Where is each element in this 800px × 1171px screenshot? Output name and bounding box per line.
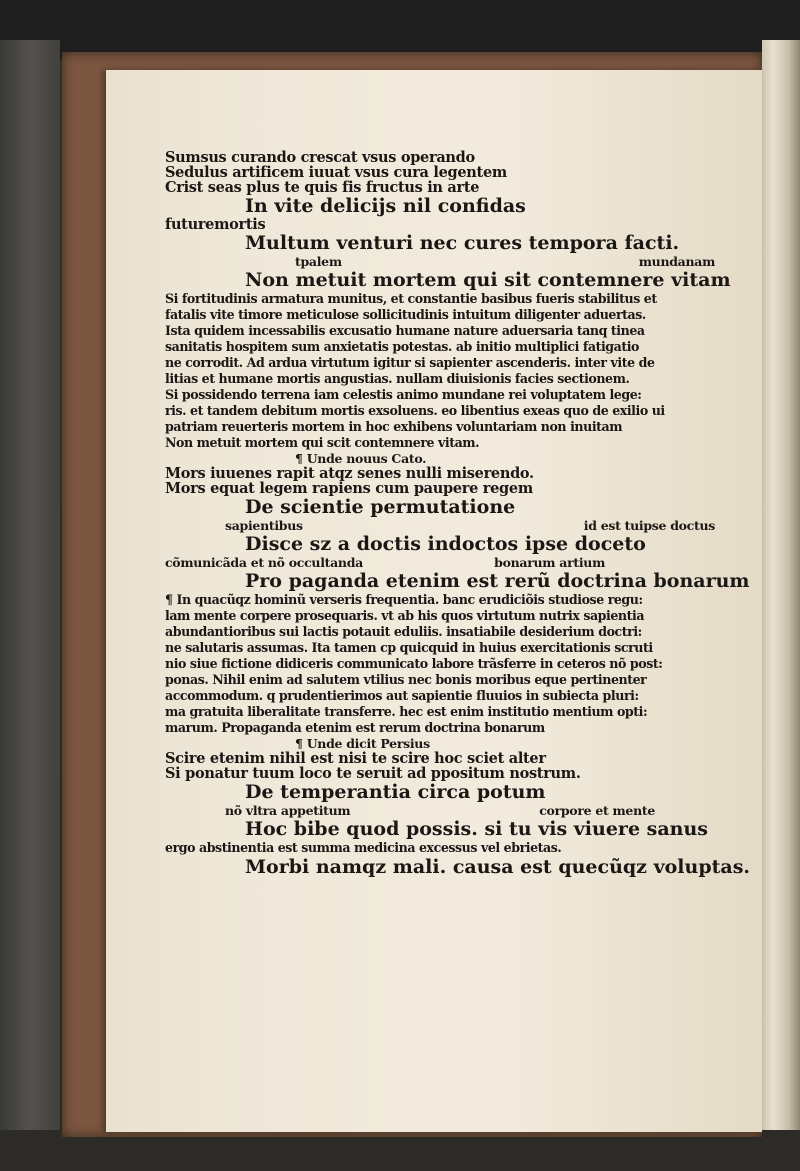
verse-line: Si ponatur tuum loco te seruit ad ppositum nostrum.	[165, 766, 581, 781]
prose-line: Ista quidem incessabilis excusatio humane nature aduersaria tanq tinea	[165, 323, 645, 338]
verse-line: Sumsus curando crescat vsus operando	[165, 150, 475, 165]
heading-line: Multum venturi nec cures tempora facti.	[245, 232, 680, 254]
gloss-line	[165, 803, 755, 818]
gloss-sapientibus: sapientibus	[225, 518, 303, 533]
gloss-bonarum: bonarum artium	[494, 555, 605, 570]
text-group-opening	[165, 150, 755, 254]
prose-line: patriam reuerteris mortem in hoc exhibens voluntariam non inuitam	[165, 419, 623, 434]
heading-line: Hoc bibe quod possis. si tu vis viuere sanus	[245, 818, 708, 840]
verse-line: Mors equat legem rapiens cum paupere regem	[165, 481, 533, 496]
verse-line: Mors iuuenes rapit atqz senes nulli miserendo.	[165, 466, 534, 481]
heading-line: Morbi namqz mali. causa est quecũqz voluptas.	[245, 856, 751, 878]
prose-line: ponas. Nihil enim ad salutem vtilius nec bonis moribus eque pertinenter	[165, 672, 647, 687]
prose-line: nio siue fictione didiceris communicato labore trãsferre in ceteros nõ post:	[165, 656, 663, 671]
gloss-line	[165, 254, 755, 269]
heading-line: De scientie permutatione	[245, 496, 516, 518]
scan-background-left	[0, 40, 60, 1171]
heading-line: In vite delicijs nil confidas	[245, 195, 526, 217]
text-group-mortis	[165, 269, 755, 518]
scan-background-top	[0, 0, 800, 60]
prose-line: ma gratuita liberalitate transferre. hec est enim institutio mentium opti:	[165, 704, 648, 719]
text-group-disce	[165, 533, 755, 555]
prose-line: accommodum. q prudentierimos aut sapientie fluuios in subiecta pluri:	[165, 688, 639, 703]
gloss-mundanam: mundanam	[638, 254, 715, 269]
prose-line: abundantioribus sui lactis potauit eduliis. insatiabile desiderium doctri:	[165, 624, 642, 639]
verse-line: Crist seas plus te quis fis fructus in arte	[165, 180, 480, 195]
prose-line: ris. et tandem debitum mortis exsoluens. eo libentius exeas quo de exilio ui	[165, 403, 665, 418]
verse-line: Sedulus artificem iuuat vsus cura legentem	[165, 165, 507, 180]
verse-line: Scire etenim nihil est nisi te scire hoc sciet alter	[165, 751, 546, 766]
prose-line: marum. Propaganda etenim est rerum doctrina bonarum	[165, 720, 545, 735]
gloss-line	[165, 518, 755, 533]
heading-line: Non metuit mortem qui sit contemnere vitam	[245, 269, 731, 291]
prose-line: Si fortitudinis armatura munitus, et constantie basibus fueris stabilitus et	[165, 291, 657, 306]
prose-line: ergo abstinentia est summa medicina excessus vel ebrietas.	[165, 840, 562, 855]
gloss-id-est: id est tuipse doctus	[583, 518, 715, 533]
prose-line: Si possidendo terrena iam celestis animo mundane rei voluptatem lege:	[165, 387, 642, 402]
heading-line: De temperantia circa potum	[245, 781, 546, 803]
prose-line: Non metuit mortem qui scit contemnere vitam.	[165, 435, 480, 450]
attrib-line: ¶ Unde dicit Persius	[295, 736, 430, 751]
gloss-talem: tpalem	[295, 254, 342, 269]
prose-line: ne corrodit. Ad ardua virtutum igitur si sapienter ascenderis. inter vite de	[165, 355, 655, 370]
gloss-communicanda: cõmunicãda et nõ occultanda	[165, 555, 363, 570]
gloss-line	[165, 555, 755, 570]
prose-line: ¶ In quacũqz hominũ verseris frequentia. banc erudiciõis studiose regu:	[165, 592, 643, 607]
text-group-doctrina	[165, 570, 755, 803]
gloss-corpore: corpore et mente	[539, 803, 655, 818]
heading-line: Disce sz a doctis indoctos ipse doceto	[245, 533, 646, 555]
prose-line: sanitatis hospitem sum anxietatis potestas. ab initio multiplici fatigatio	[165, 339, 639, 354]
adjacent-page-edge	[762, 40, 800, 1171]
heading-line: Pro paganda etenim est rerũ doctrina bonarum	[245, 570, 750, 592]
page-text	[165, 150, 755, 878]
attrib-line: ¶ Unde nouus Cato.	[295, 451, 427, 466]
prose-line: litias et humane mortis angustias. nullam diuisionis facies sectionem.	[165, 371, 630, 386]
prose-line: fatalis vite timore meticulose sollicitudinis intuitum diligenter aduertas.	[165, 307, 646, 322]
prose-line: lam mente corpere prosequaris. vt ab his quos virtutum nutrix sapientia	[165, 608, 645, 623]
verse-line: futuremortis	[165, 217, 266, 232]
prose-line: ne salutaris assumas. Ita tamen cp quicquid in huius exercitationis scruti	[165, 640, 653, 655]
text-group-potum	[165, 818, 755, 878]
gloss-non-vltra: nõ vltra appetitum	[225, 803, 351, 818]
